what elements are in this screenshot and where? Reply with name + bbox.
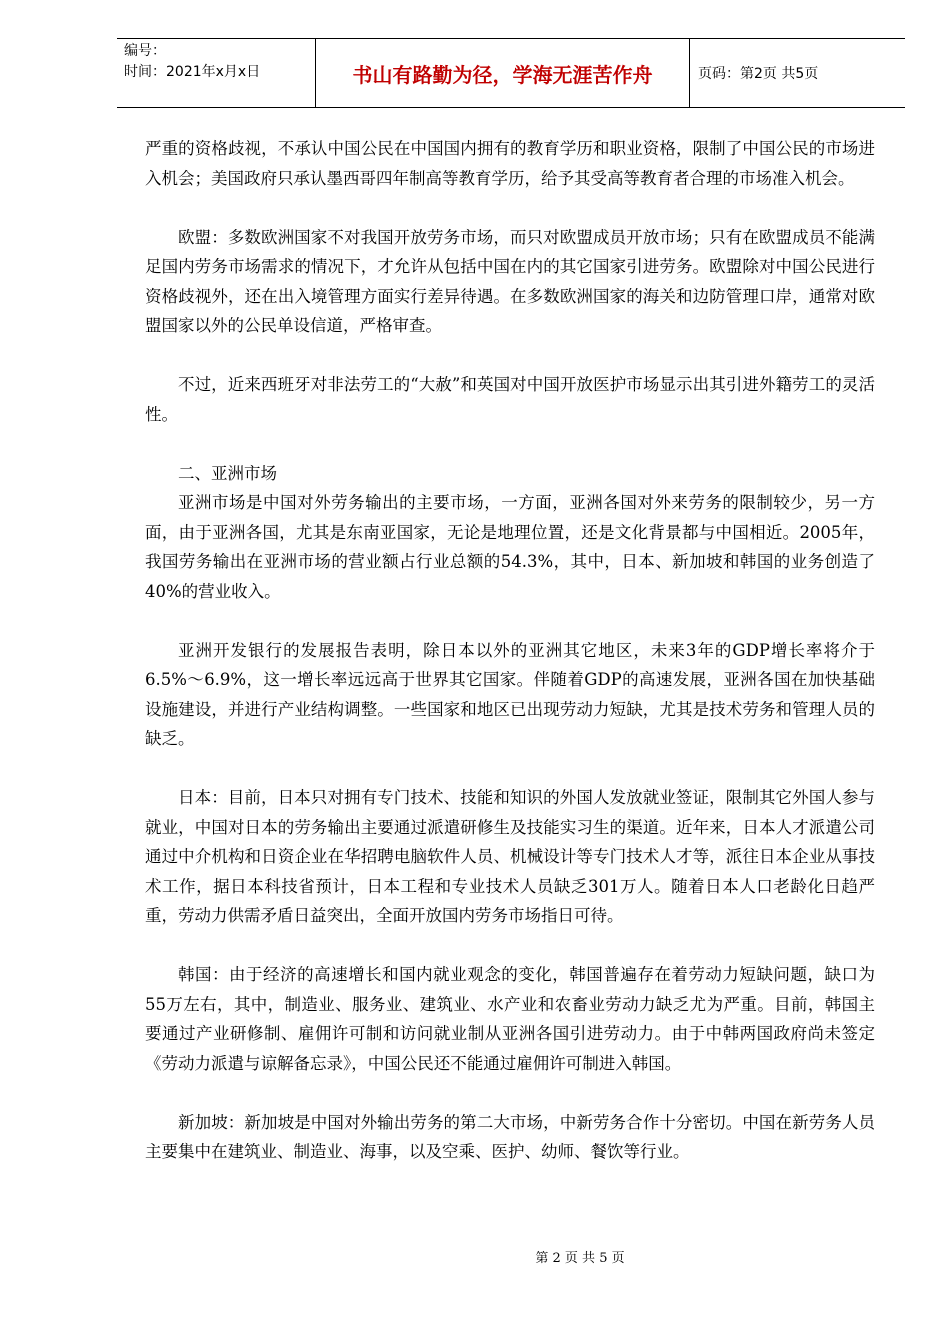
paragraph-asia-market: 亚洲市场是中国对外劳务输出的主要市场，一方面，亚洲各国对外来劳务的限制较少，另一方面，由于亚洲各国，尤其是东南亚国家，无论是地理位置，还是文化背景都与中国相近。2005年，我国劳务输出在亚洲市场的营业额占行业总额的54.3%，其中，日本、新加坡和韩国的业务创造了40%的营业收入。 — [145, 493, 875, 601]
paragraph-korea: 韩国：由于经济的高速增长和国内就业观念的变化，韩国普遍存在着劳动力短缺问题，缺口为55万左右，其中，制造业、服务业、建筑业、水产业和农畜业劳动力缺乏尤为严重。目前，韩国主要通过产业研修制、雇佣许可制和访问就业制从亚洲各国引进劳动力。由于中韩两国政府尚未签定《劳动力派遣与谅解备忘录》，中国公民还不能通过雇佣许可制进入韩国。 — [145, 965, 875, 1073]
section-heading-asia: 二、亚洲市场 — [178, 463, 277, 483]
header-motto: 书山有路勤为径，学海无涯苦作舟 — [315, 39, 690, 107]
document-body — [145, 134, 875, 1167]
page-header — [117, 38, 905, 108]
paragraph-continuation: 严重的资格歧视，不承认中国公民在中国国内拥有的教育学历和职业资格，限制了中国公民的市场进入机会；美国政府只承认墨西哥四年制高等教育学历，给予其受高等教育者合理的市场准入机会。 — [145, 139, 875, 188]
paragraph-singapore: 新加坡：新加坡是中国对外输出劳务的第二大市场，中新劳务合作十分密切。中国在新劳务人员主要集中在建筑业、制造业、海事，以及空乘、医护、幼师、餐饮等行业。 — [145, 1112, 875, 1161]
paragraph-eu: 欧盟：多数欧洲国家不对我国开放劳务市场，而只对欧盟成员开放市场；只有在欧盟成员不能满足国内劳务市场需求的情况下，才允许从包括中国在内的其它国家引进劳务。欧盟除对中国公民进行资格歧视外，还在出入境管理方面实行差异待遇。在多数欧洲国家的海关和边防管理口岸，通常对欧盟国家以外的公民单设信道，严格审查。 — [145, 227, 875, 335]
header-page-label: 页码：第2页 共5页 — [698, 66, 819, 82]
header-time-label: 时间：2021年x月x日 — [124, 64, 261, 80]
header-meta — [117, 39, 315, 107]
paragraph-adb-report: 亚洲开发银行的发展报告表明，除日本以外的亚洲其它地区，未来3年的GDP增长率将介于6.5%～6.9%，这一增长率远远高于世界其它国家。伴随着GDP的高速发展，亚洲各国在加快基础设施建设，并进行产业结构调整。一些国家和地区已出现劳动力短缺，尤其是技术劳务和管理人员的缺乏。 — [145, 640, 875, 748]
header-number-label: 编号： — [124, 43, 166, 59]
paragraph-japan: 日本：目前，日本只对拥有专门技术、技能和知识的外国人发放就业签证，限制其它外国人参与就业，中国对日本的劳务输出主要通过派遣研修生及技能实习生的渠道。近年来，日本人才派遣公司通过中介机构和日资企业在华招聘电脑软件人员、机械设计等专门技术人才等，派往日本企业从事技术工作，据日本科技省预计，日本工程和专业技术人员缺乏301万人。随着日本人口老龄化日趋严重，劳动力供需矛盾日益突出，全面开放国内劳务市场指日可待。 — [145, 788, 875, 925]
paragraph-spain-uk: 不过，近来西班牙对非法劳工的“大赦”和英国对中国开放医护市场显示出其引进外籍劳工的灵活性。 — [145, 375, 875, 424]
page-footer: 第 2 页 共 5 页 — [535, 1251, 625, 1266]
